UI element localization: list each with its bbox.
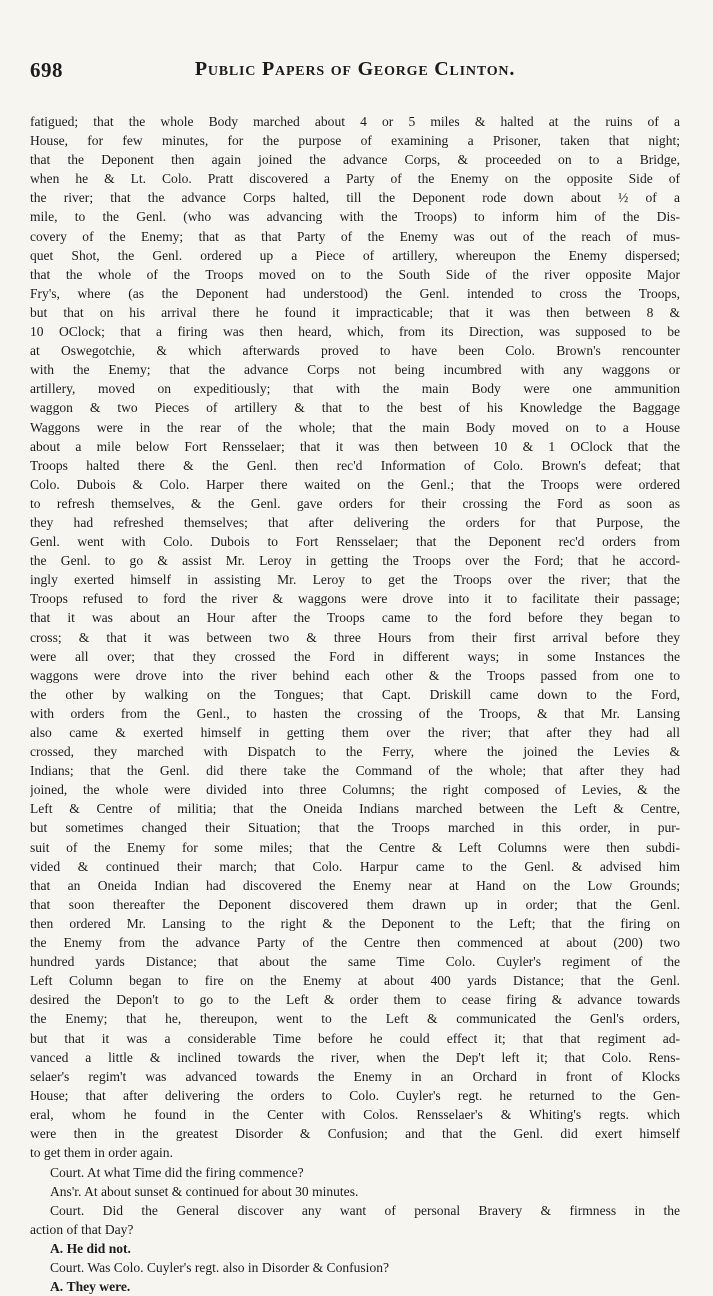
text-line: suit of the Enemy for some miles; that the Centre & Left Columns were then subdi- <box>30 838 680 857</box>
text-line: to refresh themselves, & the Genl. gave orders for their crossing the Ford as soon as <box>30 494 680 513</box>
deposition-text <box>30 112 680 1162</box>
text-line: that soon thereafter the Deponent discovered them drawn up in order; that the Genl. <box>30 895 680 914</box>
text-line: selaer's regim't was advanced towards the Enemy in an Orchard in front of Klocks <box>30 1067 680 1086</box>
examination-line <box>30 1201 680 1220</box>
speaker-label: Ans'r. <box>50 1184 81 1199</box>
speaker-label: A. <box>50 1241 63 1256</box>
text-line: covery of the Enemy; that as that Party of the Enemy was out of the reach of mus- <box>30 227 680 246</box>
examination-continuation: action of that Day? <box>30 1220 680 1239</box>
examination-text: At what Time did the firing commence? <box>87 1165 304 1180</box>
text-line: House, for few minutes, for the purpose of examining a Prisoner, taken that night; <box>30 131 680 150</box>
text-line: about a mile below Fort Rensselaer; that it was then between 10 & 1 OClock that the <box>30 437 680 456</box>
text-line: when he & Lt. Colo. Pratt discovered a Party of the Enemy on the opposite Side of <box>30 169 680 188</box>
text-line: that the whole of the Troops moved on to the South Side of the river opposite Major <box>30 265 680 284</box>
speaker-label: A. <box>50 1279 63 1294</box>
text-line: that it was about an Hour after the Troops came to the ford before they began to <box>30 608 680 627</box>
page-number: 698 <box>30 58 63 83</box>
text-line: hundred yards Distance; that about the same Time Colo. Cuyler's regiment of the <box>30 952 680 971</box>
text-line: Indians; that the Genl. did there take the Command of the whole; that after they had <box>30 761 680 780</box>
examination-line <box>30 1277 680 1296</box>
speaker-label: Court. <box>50 1203 84 1218</box>
text-line: Fry's, where (as the Deponent had understood) the Genl. intended to cross the Troops, <box>30 284 680 303</box>
speaker-label: Court. <box>50 1260 84 1275</box>
page-header <box>30 58 680 88</box>
examination-line <box>30 1258 680 1277</box>
examination-text: At about sunset & continued for about 30 minutes. <box>84 1184 358 1199</box>
text-line: but that it was a considerable Time before he could effect it; that that regiment ad- <box>30 1029 680 1048</box>
text-line: cross; & that it was between two & three Hours from their first arrival before they <box>30 628 680 647</box>
text-line: that the Deponent then again joined the advance Corps, & proceeded on to a Bridge, <box>30 150 680 169</box>
text-line: but that on his arrival there he found it impracticable; that it was then between 8 & <box>30 303 680 322</box>
text-line: that an Oneida Indian had discovered the Enemy near at Hand on the Low Grounds; <box>30 876 680 895</box>
speaker-label: Court. <box>50 1165 84 1180</box>
text-line: Left & Centre of militia; that the Oneida Indians marched between the Left & Centre, <box>30 799 680 818</box>
examination-text: He did not. <box>67 1241 131 1256</box>
examination-text: They were. <box>67 1279 131 1294</box>
text-line: quet Shot, the Genl. ordered up a Piece of artillery, whereupon the Enemy dispersed; <box>30 246 680 265</box>
text-line: to get them in order again. <box>30 1143 680 1162</box>
text-line: desired the Depon't to go to the Left & order them to cease firing & advance towards <box>30 990 680 1009</box>
text-line: Colo. Dubois & Colo. Harper there waited on the Genl.; that the Troops were ordered <box>30 475 680 494</box>
text-line: at Oswegotchie, & which afterwards proved to have been Colo. Brown's rencounter <box>30 341 680 360</box>
text-line: Waggons were in the rear of the whole; that the main Body moved on to a House <box>30 418 680 437</box>
examination-text: Was Colo. Cuyler's regt. also in Disorder & Confusion? <box>87 1260 389 1275</box>
text-line: with the Enemy; that the advance Corps not being incumbred with any waggons or <box>30 360 680 379</box>
text-line: also came & exerted himself in getting them over the river; that after they had all <box>30 723 680 742</box>
text-line: fatigued; that the whole Body marched about 4 or 5 miles & halted at the ruins of a <box>30 112 680 131</box>
text-line: crossed, they marched with Dispatch to the Ferry, where the joined the Levies & <box>30 742 680 761</box>
text-line: 10 OClock; that a firing was then heard, which, from its Direction, was supposed to be <box>30 322 680 341</box>
examination-text: Did the General discover any want of personal Bravery & firmness in the <box>103 1203 680 1218</box>
text-line: the Enemy; that he, thereupon, went to the Left & communicated the Genl's orders, <box>30 1009 680 1028</box>
text-line: mile, to the Genl. (who was advancing with the Troops) to inform him of the Dis- <box>30 207 680 226</box>
text-line: House; that after delivering the orders to Colo. Cuyler's regt. he returned to the Gen- <box>30 1086 680 1105</box>
text-line: the other by walking on the Tongues; that Capt. Driskill came down to the Ford, <box>30 685 680 704</box>
text-line: then ordered Mr. Lansing to the right & the Deponent to the Left; that the firing on <box>30 914 680 933</box>
text-line: the Enemy from the advance Party of the Centre then commenced at about (200) two <box>30 933 680 952</box>
text-line: joined, the whole were divided into three Columns; the right composed of Levies, & the <box>30 780 680 799</box>
text-line: artillery, moved on expeditiously; that with the main Body were one ammunition <box>30 379 680 398</box>
text-line: with orders from the Genl., to hasten the crossing of the Troops, & that Mr. Lansing <box>30 704 680 723</box>
text-line: they had refreshed themselves; that after delivering the orders for that Purpose, the <box>30 513 680 532</box>
text-line: were all over; that they crossed the Ford in different ways; in some Instances the <box>30 647 680 666</box>
text-line: Troops refused to ford the river & waggons were drove into it to facilitate their passage; <box>30 589 680 608</box>
text-line: vanced a little & inclined towards the river, when the Dep't left it; that Colo. Rens- <box>30 1048 680 1067</box>
text-line: waggon & two Pieces of artillery & that to the best of his Knowledge the Baggage <box>30 398 680 417</box>
text-line: vided & continued their march; that Colo. Harpur came to the Genl. & advised him <box>30 857 680 876</box>
text-line: were then in the greatest Disorder & Confusion; and that the Genl. did exert himself <box>30 1124 680 1143</box>
text-line: Genl. went with Colo. Dubois to Fort Rensselaer; that the Deponent rec'd orders from <box>30 532 680 551</box>
text-line: waggons were drove into the river behind each other & the Troops passed from one to <box>30 666 680 685</box>
text-line: the river; that the advance Corps halted, till the Deponent rode down about ½ of a <box>30 188 680 207</box>
examination-line <box>30 1163 680 1182</box>
text-line: Troops halted there & the Genl. then rec'd Information of Colo. Brown's defeat; that <box>30 456 680 475</box>
text-line: ingly exerted himself in assisting Mr. Leroy to get the Troops over the river; that the <box>30 570 680 589</box>
examination-line <box>30 1239 680 1258</box>
text-line: eral, whom he found in the Center with Colos. Rensselaer's & Whiting's regts. which <box>30 1105 680 1124</box>
examination-line <box>30 1182 680 1201</box>
text-line: the Genl. to go & assist Mr. Leroy in getting the Troops over the Ford; that he accord- <box>30 551 680 570</box>
text-line: but sometimes changed their Situation; that the Troops marched in this order, in pur- <box>30 818 680 837</box>
court-examination <box>30 1163 680 1296</box>
text-line: Left Column began to fire on the Enemy at about 400 yards Distance; that the Genl. <box>30 971 680 990</box>
running-title: Public Papers of George Clinton. <box>30 58 680 81</box>
